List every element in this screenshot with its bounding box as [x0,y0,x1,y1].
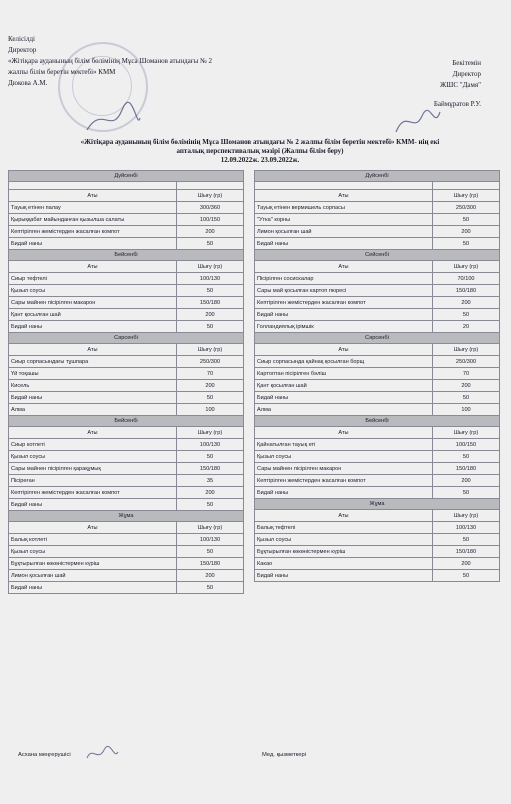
day-name: Дүйсенбі [9,171,244,182]
dish-name: Қызыл соусы [255,451,433,463]
dish-qty: 50 [433,392,500,404]
dish-name: Пісірілген сосискалар [255,273,433,285]
dish-name: Бидай наны [255,309,433,321]
dish-qty: 200 [433,297,500,309]
menu-row [9,202,244,214]
dish-qty: 300/360 [177,202,244,214]
menu-row [255,285,500,297]
column-header-row [255,261,500,273]
menu-row [255,380,500,392]
col-qty: Шығу (гр) [433,261,500,273]
menu-row [9,321,244,333]
menu-row [255,558,500,570]
dish-name: Сиыр сорпасындағы тұшпара [9,356,177,368]
dish-qty: 200 [177,309,244,321]
column-header-row [255,510,500,522]
dish-name: Бидай наны [9,582,177,594]
menu-row [9,475,244,487]
document-title [20,138,500,165]
dish-qty: 50 [177,238,244,250]
approval-block-right [361,58,481,110]
dish-name: Сары майнен пісірілген қарақұмық [9,463,177,475]
dish-qty: 50 [177,499,244,511]
menu-row [9,546,244,558]
day-name: Жұма [9,511,244,522]
dish-qty: 100/130 [177,273,244,285]
dish-qty: 50 [433,451,500,463]
dish-qty: 150/180 [177,297,244,309]
dish-name: Қант қосылған шай [255,380,433,392]
menu-row [255,534,500,546]
col-qty: Шығу (гр) [177,344,244,356]
col-qty: Шығу (гр) [177,427,244,439]
dish-name: "Утка" корны [255,214,433,226]
dish-name: Бидай наны [255,238,433,250]
title-line-2: апталық перспективалық мәзірі (Жалпы білім беру) [176,147,344,155]
menu-row [255,356,500,368]
column-header-row [9,190,244,202]
title-line-1: «Жітіқара ауданының білім бөлімінің Мұса Шоманов атындағы № 2 жалпы білім беретін мектебі» КММ- нің екі [80,138,440,146]
dish-name: Алма [255,404,433,416]
director-signature-icon [82,100,142,140]
day-name: Жұма [255,499,500,510]
col-name: Аты [9,344,177,356]
menu-row [9,238,244,250]
company-name: ЖШС "Дамя" [440,81,481,89]
title-dates: 12.09.2022ж. 23.09.2022ж. [220,156,300,164]
col-qty: Шығу (гр) [433,344,500,356]
column-header-row [9,261,244,273]
day-header [255,250,500,261]
dish-name: Қант қосылған шай [9,309,177,321]
col-qty: Шығу (гр) [433,190,500,202]
dish-name: Бидай наны [9,238,177,250]
dish-qty: 50 [177,451,244,463]
director-label: Директор [8,46,37,54]
dish-name: Бұқтырылған көкөністермен күріш [255,546,433,558]
menu-row [255,202,500,214]
menu-row [255,392,500,404]
approval-block-left [8,34,268,89]
dish-name: Қызыл соусы [9,285,177,297]
day-name: Бейсенбі [9,416,244,427]
column-header-row [255,190,500,202]
director-name: Баймұратов Р.У. [433,100,481,108]
menu-row [255,475,500,487]
menu-row [255,404,500,416]
menu-row [255,309,500,321]
dish-qty: 70 [177,368,244,380]
menu-row [9,534,244,546]
dish-qty: 250/300 [177,356,244,368]
menu-row [9,297,244,309]
dish-name: Қайнатылған тауық еті [255,439,433,451]
col-name: Аты [255,427,433,439]
dish-qty: 70 [433,368,500,380]
dish-name: Балық котлеті [9,534,177,546]
dish-qty: 100/130 [177,534,244,546]
dish-name: Қызыл соусы [9,546,177,558]
col-qty: Шығу (гр) [177,261,244,273]
approve-label: Бекітемін [452,59,481,67]
cook-signature-label: Асхана меңгерушісі [18,752,71,758]
dish-qty: 200 [433,558,500,570]
menu-row [9,285,244,297]
dish-name: Үй тоқашы [9,368,177,380]
menu-row [9,463,244,475]
dish-name: Бұқтырылған көкөністермен күріш [9,558,177,570]
day-header [9,416,244,427]
dish-qty: 50 [433,309,500,321]
menu-row [255,226,500,238]
menu-row [255,451,500,463]
day-header [9,250,244,261]
day-name: Сәрсенбі [9,333,244,344]
dish-name: Сиыр сорпасында қайнақ қосылған борщ [255,356,433,368]
dish-name: Кептірілген жемістерден жасалған компот [9,226,177,238]
dish-qty: 50 [433,570,500,582]
dish-name: Бидай наны [9,392,177,404]
dish-name: Сиыр котлеті [9,439,177,451]
menu-table-week-1 [8,170,244,594]
menu-row [255,570,500,582]
menu-row [255,522,500,534]
dish-qty: 250/300 [433,356,500,368]
dish-name: Кептірілген жемістерден жасалған компот [9,487,177,499]
dish-name: Бидай наны [255,570,433,582]
dish-name: Қырыққабат майынданған қызылша салаты [9,214,177,226]
col-qty: Шығу (гр) [177,522,244,534]
dish-name: Кисель [9,380,177,392]
menu-row [255,238,500,250]
dish-qty: 50 [177,321,244,333]
dish-qty: 50 [433,487,500,499]
menu-row [255,368,500,380]
day-header [255,333,500,344]
dish-qty: 20 [433,321,500,333]
menu-row [9,226,244,238]
dish-name: Сиыр тефтелі [9,273,177,285]
dish-qty: 100/130 [177,439,244,451]
col-qty: Шығу (гр) [177,190,244,202]
dish-qty: 250/300 [433,202,500,214]
menu-row [255,439,500,451]
menu-row [9,380,244,392]
menu-row [9,451,244,463]
dish-name: Пісіреған [9,475,177,487]
day-header [9,333,244,344]
menu-row [255,487,500,499]
day-header [9,511,244,522]
medic-signature-label: Мед. қызметкері [262,752,306,758]
menu-row [255,546,500,558]
menu-row [9,309,244,321]
col-name: Аты [255,344,433,356]
school-name: «Жітіқара ауданының білім бөлімінің Мұса Шоманов атындағы № 2 [8,57,212,65]
menu-row [9,558,244,570]
dish-qty: 50 [433,214,500,226]
col-qty: Шығу (гр) [433,427,500,439]
col-name: Аты [255,261,433,273]
col-qty: Шығу (гр) [433,510,500,522]
dish-qty: 50 [177,285,244,297]
dish-qty: 150/180 [433,285,500,297]
dish-name: Бидай наны [255,392,433,404]
dish-name: Лимон қосылған шай [9,570,177,582]
day-name: Дүйсенбі [255,171,500,182]
dish-name: Қызыл соусы [9,451,177,463]
dish-qty: 35 [177,475,244,487]
dish-name: Лимон қосылған шай [255,226,433,238]
agreed-label: Келісілді [8,35,35,43]
dish-name: Бидай наны [255,487,433,499]
dish-name: Сары майнен пісірілген макарон [9,297,177,309]
day-name: Бейсенбі [9,250,244,261]
dish-qty: 50 [433,534,500,546]
director-name: Дюкова А.М. [8,79,48,87]
dish-name: Кептірілген жемістерден жасалған компот [255,475,433,487]
column-header-row [9,344,244,356]
dish-name: Сары май қосылған картоп пюресі [255,285,433,297]
dish-name: Картоптан пісірілген бәліш [255,368,433,380]
menu-row [9,392,244,404]
dish-name: Тауық етінен палау [9,202,177,214]
menu-row [255,297,500,309]
dish-qty: 200 [177,380,244,392]
column-header-row [255,344,500,356]
menu-row [255,463,500,475]
col-name: Аты [9,427,177,439]
menu-row [255,214,500,226]
director-label: Директор [452,70,481,78]
menu-row [9,570,244,582]
column-header-row [9,427,244,439]
menu-row [9,499,244,511]
dish-name: Балық тефтелі [255,522,433,534]
day-name: Сейсенбі [255,250,500,261]
menu-row [9,404,244,416]
dish-qty: 100/150 [177,214,244,226]
dish-qty: 50 [433,238,500,250]
day-header [255,499,500,510]
menu-row [9,214,244,226]
dish-qty: 150/180 [433,546,500,558]
menu-row [9,487,244,499]
dish-qty: 50 [177,392,244,404]
menu-row [9,582,244,594]
menu-row [255,273,500,285]
col-name: Аты [9,190,177,202]
col-name: Аты [9,261,177,273]
dish-qty: 200 [177,570,244,582]
column-header-row [255,427,500,439]
menu-row [9,368,244,380]
col-name: Аты [9,522,177,534]
dish-qty: 50 [177,546,244,558]
dish-name: Бидай наны [9,499,177,511]
dish-qty: 200 [433,226,500,238]
dish-qty: 100/150 [433,439,500,451]
day-name: Бейсенбі [255,416,500,427]
menu-row [255,321,500,333]
menu-row [9,273,244,285]
menu-table-week-2 [254,170,500,582]
dish-name: Кептірілген жемістерден жасалған компот [255,297,433,309]
dish-name: Сары майнен пісірілген макарон [255,463,433,475]
dish-qty: 150/180 [177,463,244,475]
menu-row [9,439,244,451]
dish-qty: 150/180 [433,463,500,475]
column-header-row [9,522,244,534]
dish-name: Бидай наны [9,321,177,333]
col-name: Аты [255,190,433,202]
menu-row [9,356,244,368]
day-header [255,416,500,427]
dish-name: Алма [9,404,177,416]
dish-name: Қызыл соусы [255,534,433,546]
dish-qty: 70/100 [433,273,500,285]
dish-qty: 200 [433,475,500,487]
dish-qty: 100 [433,404,500,416]
dish-qty: 200 [177,226,244,238]
day-header [255,171,500,182]
col-name: Аты [255,510,433,522]
school-name-cont: жалпы білім беретін мектебі» КММ [8,68,116,76]
day-name: Сәрсенбі [255,333,500,344]
dish-qty: 50 [177,582,244,594]
dish-name: Тауық етінен вермишель сорпасы [255,202,433,214]
dish-qty: 150/180 [177,558,244,570]
dish-qty: 200 [433,380,500,392]
dish-qty: 100/130 [433,522,500,534]
dish-qty: 100 [177,404,244,416]
dish-name: Голландиялық ірімшік [255,321,433,333]
dish-name: Какао [255,558,433,570]
dish-qty: 200 [177,487,244,499]
day-header [9,171,244,182]
cook-signature-icon [84,744,120,764]
